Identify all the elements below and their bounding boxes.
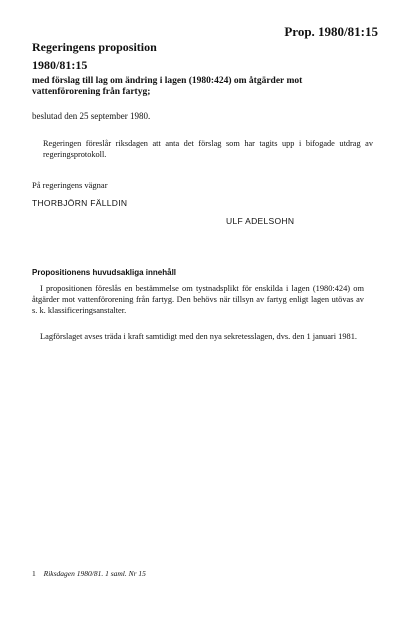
summary-paragraph-1: I propositionen föreslås en bestämmelse om tystnadsplikt för enskilda i lagen (1980:424) om åtgärder mot vattenförorening från fartyg. Den behövs när tillsyn av fartyg enligt lagen utövas av s. k. klassificeringsanstalter. bbox=[32, 284, 364, 315]
proposition-id: Prop. 1980/81:15 bbox=[284, 24, 378, 39]
proposal-text: Regeringen föreslår riksdagen att anta det förslag som har tagits upp i bifogade utdrag av regeringsprotokoll. bbox=[43, 139, 373, 159]
proposition-subject: med förslag till lag om ändring i lagen (1980:424) om åtgärder mot vattenförorening från fartyg; bbox=[32, 76, 303, 97]
proposition-number: 1980/81:15 bbox=[32, 58, 88, 72]
page-footer bbox=[32, 569, 146, 578]
signature-secondary: ULF ADELSOHN bbox=[226, 216, 295, 226]
document-title: Regeringens proposition bbox=[32, 40, 157, 54]
on-behalf-line: På regeringens vägnar bbox=[32, 180, 108, 190]
summary-paragraph-2: Lagförslaget avses träda i kraft samtidigt med den nya sekretesslagen, dvs. den 1 januari 1981. bbox=[40, 332, 357, 341]
page-number: 1 bbox=[32, 569, 36, 578]
decision-date: beslutad den 25 september 1980. bbox=[32, 111, 151, 121]
signature-primary: THORBJÖRN FÄLLDIN bbox=[32, 198, 128, 208]
summary-heading: Propositionens huvudsakliga innehåll bbox=[32, 268, 177, 277]
footer-reference: Riksdagen 1980/81. 1 saml. Nr 15 bbox=[43, 569, 146, 578]
